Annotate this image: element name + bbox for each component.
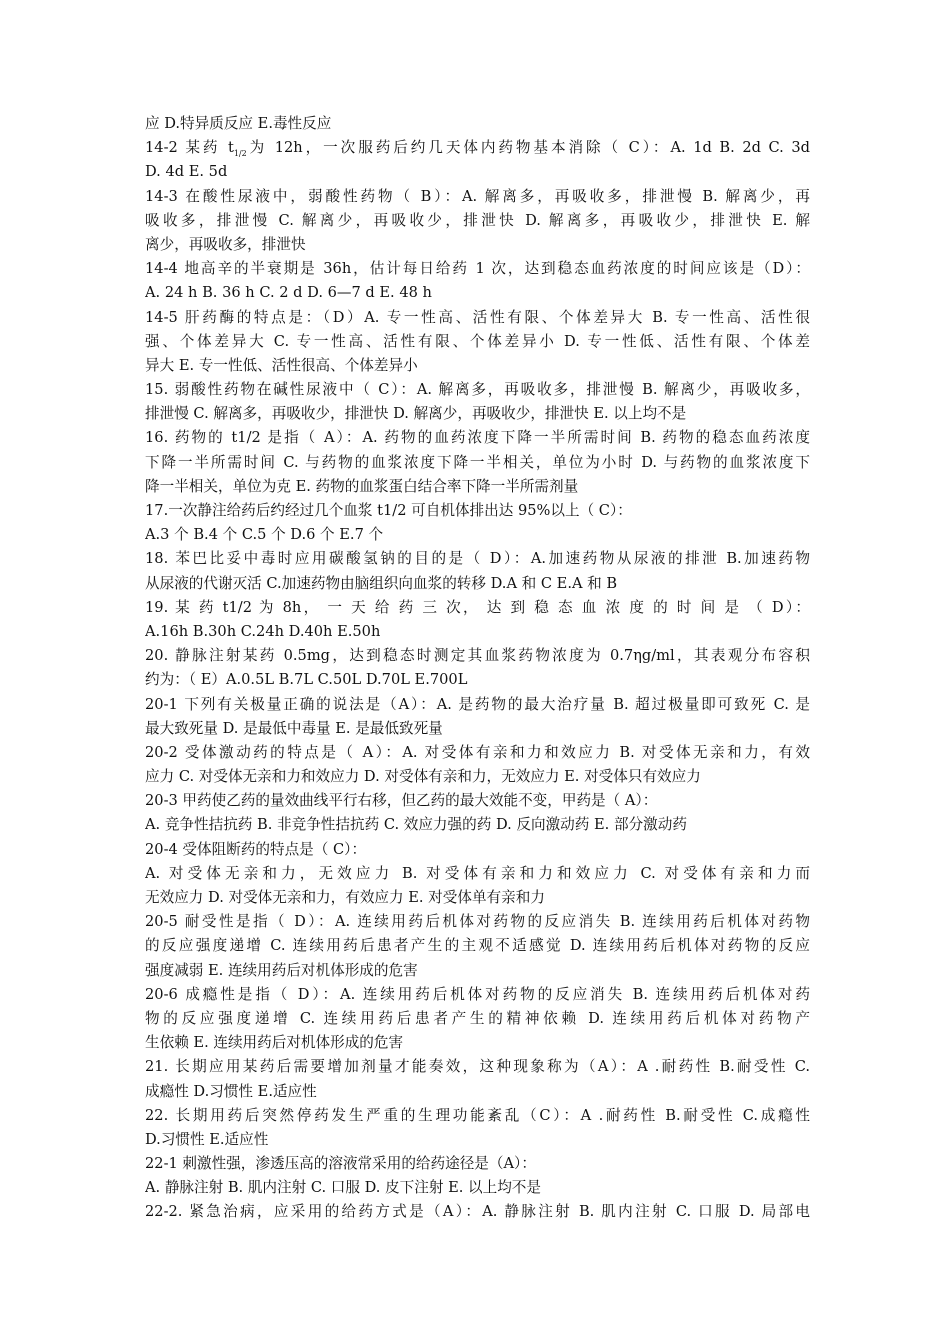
- text-line: 物的反应强度递增 C. 连续用药后患者产生的精神依赖 D. 连续用药后机体对药物产: [145, 1009, 810, 1027]
- text-line: 20-5 耐受性是指（ D）：A. 连续用药后机体对药物的反应消失 B. 连续用药后机体对药物: [145, 913, 810, 931]
- text-line: 22-2. 紧急治病，应采用的给药方式是（A）：A. 静脉注射 B. 肌内注射 C. 口服 D. 局部电: [145, 1203, 810, 1221]
- text-line: A. 竞争性拮抗药 B. 非竞争性拮抗药 C. 效应力强的药 D. 反向激动药 E. 部分激动药: [145, 816, 687, 834]
- text-line: 的反应强度递增 C. 连续用药后患者产生的主观不适感觉 D. 连续用药后机体对药物的反应: [145, 937, 810, 955]
- text-line: 18. 苯巴比妥中毒时应用碳酸氢钠的目的是（ D）：A.加速药物从尿液的排泄 B.加速药物: [145, 550, 810, 568]
- document-body: [145, 112, 810, 1225]
- text-line: 20-2 受体激动药的特点是（ A）：A. 对受体有亲和力和效应力 B. 对受体无亲和力，有效: [145, 743, 810, 761]
- text-line: 应力 C. 对受体无亲和力和效应力 D. 对受体有亲和力，无效应力 E. 对受体只有效应力: [145, 768, 701, 786]
- text-line: 离少，再吸收多，排泄快: [145, 235, 306, 253]
- text-line: 20. 静脉注射某药 0.5mg，达到稳态时测定其血浆药物浓度为 0.7ηg/ml，其表观分布容积: [145, 647, 810, 665]
- text-line: D.习惯性 E.适应性: [145, 1130, 269, 1148]
- text-run: 为 12h，一次服药后约几天体内药物基本消除（ C）：A. 1d B. 2d C. 3d: [246, 139, 810, 157]
- text-line: 22-1 刺激性强，渗透压高的溶液常采用的给药途径是（A）：: [145, 1155, 536, 1173]
- text-line: 14-5 肝药酶的特点是：（D）A. 专一性高、活性有限、个体差异大 B. 专一性高、活性很: [145, 308, 810, 326]
- text-line: A. 对受体无亲和力，无效应力 B. 对受体有亲和力和效应力 C. 对受体有亲和力而: [145, 864, 810, 882]
- text-line: D. 4d E. 5d: [145, 163, 228, 181]
- text-line: 20-1 下列有关极量正确的说法是（A）：A. 是药物的最大治疗量 B. 超过极量即可致死 C. 是: [145, 695, 810, 713]
- text-line: 17.一次静注给药后约经过几个血浆 t1/2 可自机体排出达 95%以上（ C）：: [145, 502, 632, 519]
- text-line: 最大致死量 D. 是最低中毒量 E. 是最低致死量: [145, 719, 443, 737]
- text-line: 21. 长期应用某药后需要增加剂量才能奏效，这种现象称为（A）：A .耐药性 B.耐受性 C.: [145, 1058, 810, 1076]
- text-line: 22. 长期用药后突然停药发生严重的生理功能紊乱（C）：A .耐药性 B.耐受性 C.成瘾性: [145, 1106, 810, 1124]
- subscript-text: 1/2: [233, 149, 247, 159]
- text-line: 异大 E. 专一性低、活性很高、个体差异小: [145, 356, 418, 374]
- text-line: 吸收多，排泄慢 C. 解离少，再吸收少，排泄快 D. 解离多，再吸收少，排泄快 E. 解: [145, 211, 810, 229]
- text-line: 强度减弱 E. 连续用药后对机体形成的危害: [145, 961, 418, 979]
- text-line: 降一半相关，单位为克 E. 药物的血浆蛋白结合率下降一半所需剂量: [145, 477, 579, 495]
- text-line: 14-3 在酸性尿液中，弱酸性药物（ B）：A. 解离多，再吸收多，排泄慢 B. 解离少，再: [145, 187, 810, 205]
- text-line: 16. 药物的 t1/2 是指（ A）：A. 药物的血药浓度下降一半所需时间 B. 药物的稳态血药浓度: [145, 429, 810, 447]
- text-line: 约为：（ E）A.0.5L B.7L C.50L D.70L E.700L: [145, 671, 468, 689]
- text-line: 成瘾性 D.习惯性 E.适应性: [145, 1082, 317, 1100]
- text-line: 20-3 甲药使乙药的量效曲线平行右移，但乙药的最大效能不变，甲药是（ A）：: [145, 792, 658, 810]
- text-line: 应 D.特异质反应 E.毒性反应: [145, 115, 332, 132]
- text-line: A.16h B.30h C.24h D.40h E.50h: [145, 622, 381, 640]
- document-page: [145, 112, 810, 1225]
- text-line: A. 24 h B. 36 h C. 2 d D. 6—7 d E. 48 h: [145, 284, 432, 302]
- text-line: 19. 某 药 t1/2 为 8h， 一 天 给 药 三 次， 达 到 稳 态 血 浓 度 的 时 间 是 （ D）：: [145, 598, 810, 616]
- text-line: 20-4 受体阻断药的特点是（ C）：: [145, 840, 367, 858]
- text-line: [145, 136, 810, 160]
- text-line: 14-4 地高辛的半衰期是 36h，估计每日给药 1 次，达到稳态血药浓度的时间应该是（D）：: [145, 260, 810, 278]
- text-line: 下降一半所需时间 C. 与药物的血浆浓度下降一半相关，单位为小时 D. 与药物的血浆浓度下: [145, 453, 810, 471]
- text-run: 14-2 某药 t: [145, 139, 234, 157]
- text-line: 排泄慢 C. 解离多，再吸收少，排泄快 D. 解离少，再吸收少，排泄快 E. 以上均不是: [145, 405, 687, 423]
- text-line: A. 静脉注射 B. 肌内注射 C. 口服 D. 皮下注射 E. 以上均不是: [145, 1179, 541, 1197]
- text-line: 20-6 成瘾性是指（ D）：A. 连续用药后机体对药物的反应消失 B. 连续用药后机体对药: [145, 985, 810, 1003]
- text-line: 生依赖 E. 连续用药后对机体形成的危害: [145, 1034, 404, 1052]
- text-line: A.3 个 B.4 个 C.5 个 D.6 个 E.7 个: [145, 526, 384, 544]
- text-line: 15. 弱酸性药物在碱性尿液中（ C）：A. 解离多，再吸收多，排泄慢 B. 解离少，再吸收多，: [145, 381, 810, 399]
- text-line: 无效应力 D. 对受体无亲和力，有效应力 E. 对受体单有亲和力: [145, 889, 545, 906]
- text-line: 从尿液的代谢灭活 C.加速药物由脑组织向血浆的转移 D.A 和 C E.A 和 B: [145, 574, 618, 592]
- text-line: 强、个体差异大 C. 专一性高、活性有限、个体差异小 D. 专一性低、活性有限、个体差: [145, 332, 810, 350]
